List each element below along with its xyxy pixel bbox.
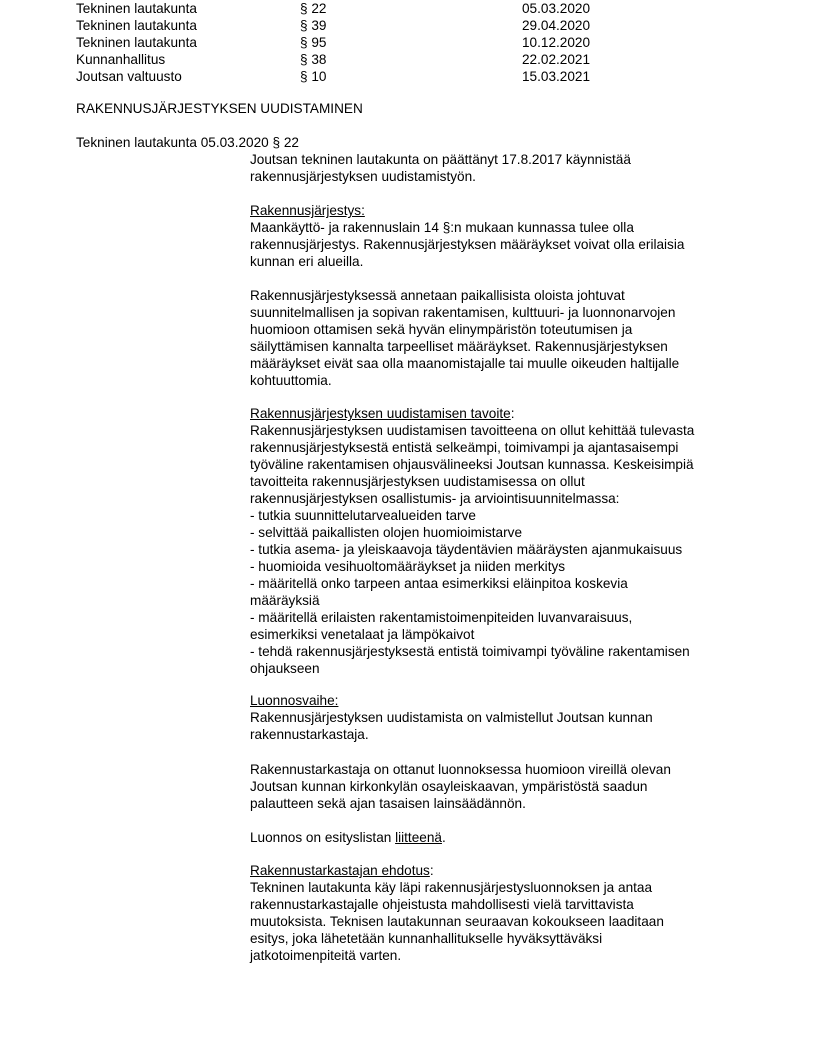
section-number: § 22 <box>300 1 327 16</box>
meeting-date: 10.12.2020 <box>522 35 591 50</box>
text-line <box>250 829 770 846</box>
meeting-date: 05.03.2020 <box>522 1 591 16</box>
meeting-body: Kunnanhallitus <box>76 52 166 67</box>
text-line: kohtuuttomia. <box>250 373 332 388</box>
section-heading: Rakennusjärjestys: <box>250 203 365 218</box>
meeting-body: Joutsan valtuusto <box>76 69 182 84</box>
meeting-history-table <box>76 0 776 85</box>
text-line: Tekninen lautakunta käy läpi rakennusjärjestysluonnoksen ja antaa <box>250 880 653 895</box>
list-item: - määritellä erilaisten rakentamistoimenpiteiden luvanvaraisuus, <box>250 610 633 625</box>
attachment-note <box>250 829 770 846</box>
list-item: ohjaukseen <box>250 661 320 676</box>
section-number: § 95 <box>300 35 327 50</box>
text-line: työväline rakentamisen ohjausvälineeksi Joutsan kunnassa. Keskeisimpiä <box>250 457 694 472</box>
section-heading-line <box>250 862 770 879</box>
section-heading: Luonnosvaihe: <box>250 693 339 708</box>
document-title: RAKENNUSJÄRJESTYKSEN UUDISTAMINEN <box>76 101 363 116</box>
text-line: Maankäyttö- ja rakennuslain 14 §:n mukaan kunnassa tulee olla <box>250 220 634 235</box>
meeting-body: Tekninen lautakunta <box>76 35 197 50</box>
list-item: - tutkia asema- ja yleiskaavoja täydentävien määräysten ajanmukaisuus <box>250 542 683 557</box>
text-line: määräykset eivät saa olla maanomistajalle tai muulle oikeuden haltijalle <box>250 356 680 371</box>
section-number: § 10 <box>300 69 327 84</box>
text-line: rakennustarkastajalle ohjeistusta mahdollisesti vielä tarvittavista <box>250 897 634 912</box>
meeting-body: Tekninen lautakunta <box>76 1 197 16</box>
meeting-reference: Tekninen lautakunta 05.03.2020 § 22 <box>76 135 299 150</box>
paragraph <box>250 761 770 812</box>
text-line: rakennusjärjestyksestä entistä selkeämpi, toimivampi ja ajantasaisempi <box>250 440 679 455</box>
text-line: rakennusjärjestyksen osallistumis- ja arviointisuunnitelmassa: <box>250 491 620 506</box>
text-line: muutoksista. Teknisen lautakunnan seuraavan kokoukseen laaditaan <box>250 914 664 929</box>
meeting-date: 22.02.2021 <box>522 52 591 67</box>
text-line: tavoitteita rakennusjärjestyksen uudistamisessa on ollut <box>250 474 585 489</box>
section-rakennusjarjestys <box>250 202 770 270</box>
text-line: palautteen sekä ajan tasaisen lainsäädännön. <box>250 796 526 811</box>
section-heading-line <box>250 405 770 422</box>
list-item: esimerkiksi venetalaat ja lämpökaivot <box>250 627 475 642</box>
list-item: - määritellä onko tarpeen antaa esimerkiksi eläinpitoa koskevia <box>250 576 628 591</box>
text-line: esitys, joka lähetetään kunnanhallitukselle hyväksyttäväksi <box>250 931 603 946</box>
paragraph <box>250 287 770 389</box>
attachment-suffix: . <box>441 830 446 845</box>
text-line: Rakennusjärjestyksen uudistamista on valmistellut Joutsan kunnan <box>250 710 653 725</box>
attachment-link[interactable]: liitteenä <box>395 830 442 845</box>
text-line: huomioon ottamisen sekä hyvän elinympäristön toteutumisen ja <box>250 322 633 337</box>
meeting-date: 15.03.2021 <box>522 69 591 84</box>
heading-colon: : <box>429 863 434 878</box>
text-line: suunnitelmallisen ja sopivan rakentamisen, kulttuuri- ja luonnonarvojen <box>250 305 676 320</box>
table-row <box>76 51 776 68</box>
text-line: rakennusjärjestyksen uudistamistyön. <box>250 169 476 184</box>
list-item: - selvittää paikallisten olojen huomioimistarve <box>250 525 523 540</box>
meeting-body: Tekninen lautakunta <box>76 18 197 33</box>
list-item: - tutkia suunnittelutarvealueiden tarve <box>250 508 476 523</box>
section-tavoite <box>250 405 770 677</box>
table-row <box>76 68 776 85</box>
section-heading: Rakennusjärjestyksen uudistamisen tavoite <box>250 406 511 421</box>
table-row <box>76 0 776 17</box>
text-line: rakennusjärjestys. Rakennusjärjestyksen määräykset voivat olla erilaisia <box>250 237 685 252</box>
intro-paragraph <box>250 151 770 185</box>
text-line: Rakennusjärjestyksen uudistamisen tavoitteena on ollut kehittää tulevasta <box>250 423 695 438</box>
meeting-date: 29.04.2020 <box>522 18 591 33</box>
list-item: - tehdä rakennusjärjestyksestä entistä toimivampi työväline rakentamisen <box>250 644 690 659</box>
section-number: § 39 <box>300 18 327 33</box>
text-line: rakennustarkastaja. <box>250 727 369 742</box>
section-number: § 38 <box>300 52 327 67</box>
section-luonnosvaihe <box>250 692 770 743</box>
text-line: Joutsan kunnan kirkonkylän osayleiskaavan, ympäristöstä saadun <box>250 779 648 794</box>
heading-colon: : <box>510 406 515 421</box>
list-item: määräyksiä <box>250 593 320 608</box>
text-line: Joutsan tekninen lautakunta on päättänyt 17.8.2017 käynnistää <box>250 152 631 167</box>
section-ehdotus <box>250 862 770 964</box>
text-line: kunnan eri alueilla. <box>250 254 364 269</box>
text-line: jatkotoimenpiteitä varten. <box>250 948 402 963</box>
table-row <box>76 17 776 34</box>
text-line: Rakennusjärjestyksessä annetaan paikallisista oloista johtuvat <box>250 288 625 303</box>
text-line: säilyttämisen kannalta tarpeelliset määräykset. Rakennusjärjestyksen <box>250 339 668 354</box>
table-row <box>76 34 776 51</box>
attachment-prefix: Luonnos on esityslistan <box>250 830 396 845</box>
section-heading: Rakennustarkastajan ehdotus <box>250 863 430 878</box>
text-line: Rakennustarkastaja on ottanut luonnoksessa huomioon vireillä olevan <box>250 762 671 777</box>
list-item: - huomioida vesihuoltomääräykset ja niiden merkitys <box>250 559 566 574</box>
